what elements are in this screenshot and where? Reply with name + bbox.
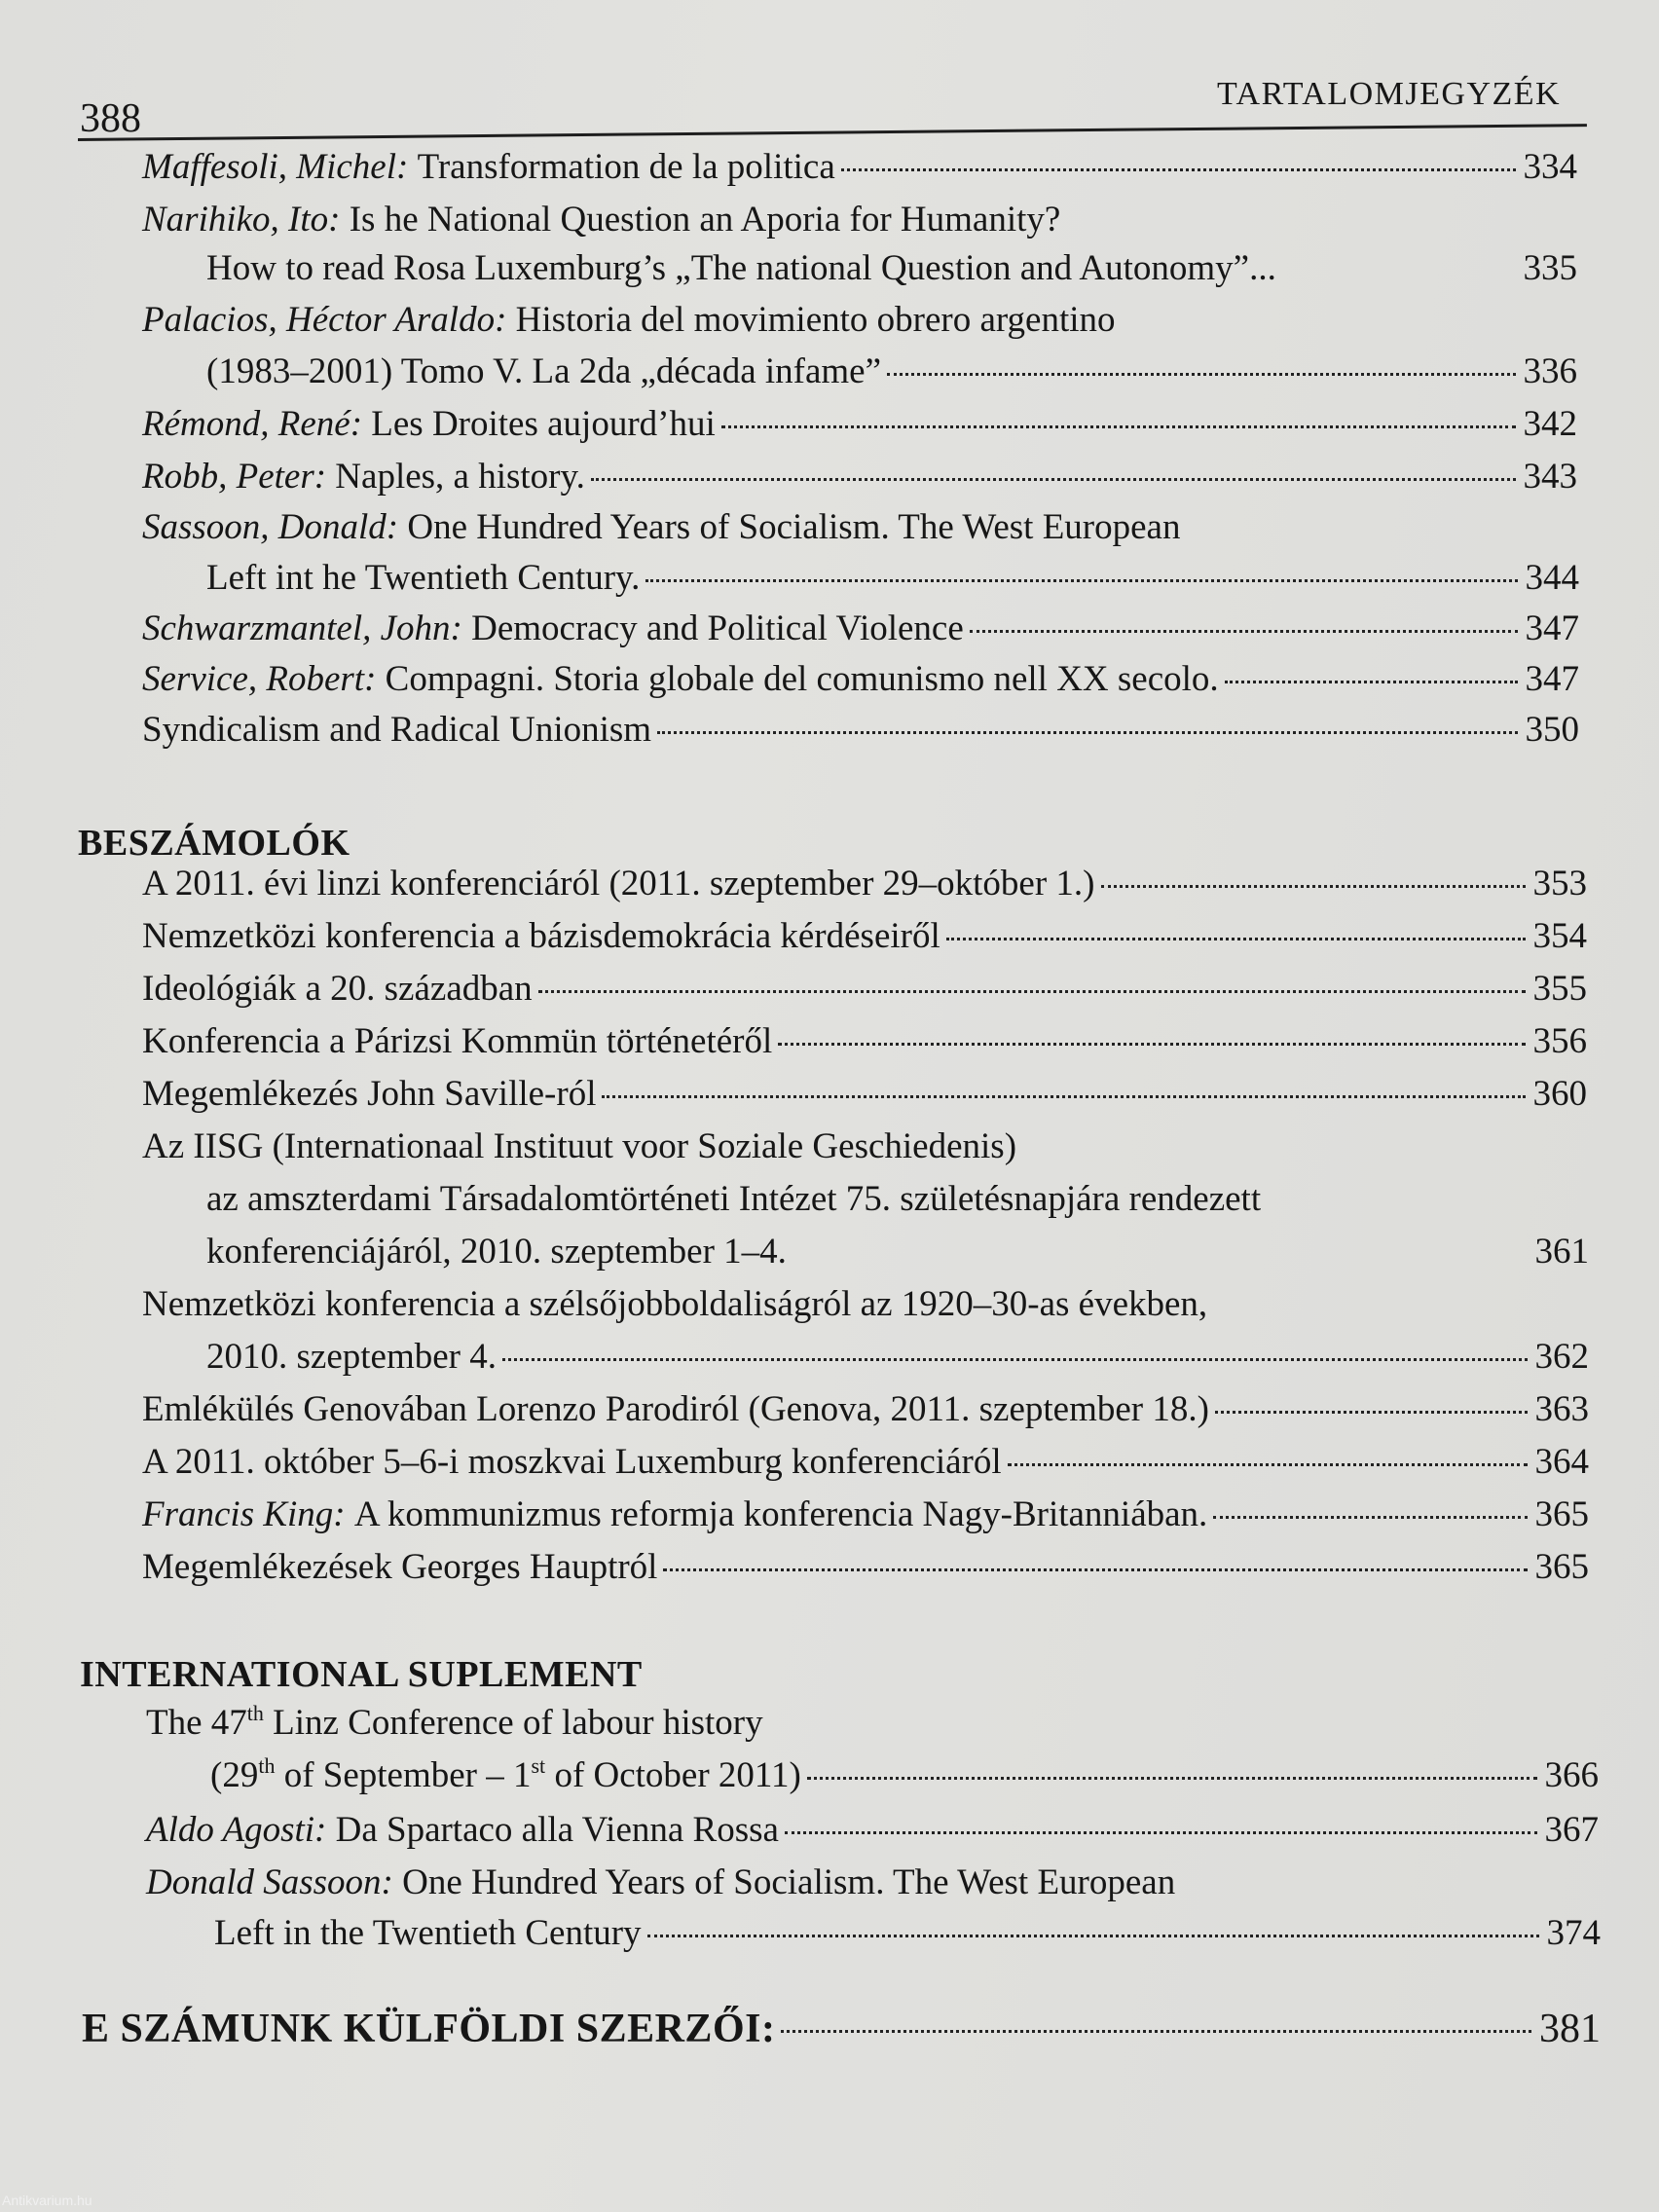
toc-entry[interactable]: Az IISG (Internationaal Instituut voor Soziale Geschiedenis) [142,1126,1017,1166]
toc-entry[interactable]: Nemzetközi konferencia a szélsőjobboldaliságról az 1920–30-as években, [142,1284,1208,1324]
page-ref: 347 [1525,608,1579,648]
page-number: 388 [80,96,141,141]
page-ref: 335 [1523,248,1577,288]
toc-entry[interactable]: Palacios, Héctor Araldo: Historia del movimiento obrero argentino [142,300,1116,340]
toc-entry-continuation[interactable]: Left in the Twentieth Century 374 [214,1913,1601,1953]
dot-leader [502,1358,1528,1361]
page-ref: 356 [1532,1021,1587,1061]
dot-leader [778,1043,1525,1046]
page-ref: 381 [1539,2007,1601,2051]
page-ref: 361 [1534,1232,1589,1272]
dot-leader [970,630,1518,633]
toc-entry[interactable]: Megemlékezések Georges Hauptról 365 [142,1547,1589,1587]
toc-entry[interactable]: Service, Robert: Compagni. Storia globale del comunismo nell XX secolo. 347 [142,659,1579,699]
dot-leader [1215,1411,1528,1414]
dot-leader [647,1935,1539,1937]
page-ref: 344 [1525,558,1579,598]
dot-leader [645,579,1517,582]
page-ref: 347 [1525,659,1579,699]
page-ref: 364 [1534,1442,1589,1482]
dot-leader [1213,1516,1527,1519]
dot-leader [887,373,1515,376]
dot-leader [663,1568,1527,1571]
page-ref: 355 [1532,969,1587,1009]
toc-entry[interactable]: Maffesoli, Michel: Transformation de la politica 334 [142,147,1577,187]
page-ref: 350 [1525,710,1579,750]
toc-entry[interactable]: The 47th Linz Conference of labour history [146,1701,763,1743]
dot-leader [721,425,1516,428]
running-title: TARTALOMJEGYZÉK [1217,76,1562,112]
toc-entry[interactable]: Nemzetközi konferencia a bázisdemokrácia kérdéseiről 354 [142,916,1587,956]
page-ref: 362 [1534,1337,1589,1377]
toc-entry[interactable]: Ideológiák a 20. században 355 [142,969,1587,1009]
toc-entry[interactable]: Aldo Agosti: Da Spartaco alla Vienna Rossa 367 [146,1810,1599,1850]
toc-entry-authors[interactable] [82,2006,1601,2052]
page-ref: 374 [1546,1913,1601,1953]
dot-leader [1225,681,1518,683]
toc-entry[interactable]: Konferencia a Párizsi Kommün történetéről 356 [142,1021,1587,1061]
dot-leader [538,990,1526,993]
page-ref: 365 [1534,1494,1589,1534]
page-ref: 354 [1532,916,1587,956]
dot-leader [946,938,1526,940]
section-heading-beszamolok: BESZÁMOLÓK [78,823,350,864]
section-heading-authors: E SZÁMUNK KÜLFÖLDI SZERZŐI: [82,2007,776,2051]
toc-entry[interactable]: Megemlékezés John Saville-ról 360 [142,1074,1587,1114]
page-ref: 353 [1532,864,1587,903]
page-ref: 334 [1523,147,1577,187]
dot-leader [785,1831,1537,1834]
toc-entry[interactable]: Narihiko, Ito: Is he National Question an Aporia for Humanity? [142,200,1061,240]
toc-entry[interactable]: Sassoon, Donald: One Hundred Years of Socialism. The West European [142,507,1181,547]
dot-leader [841,168,1516,171]
dot-leader [657,731,1517,734]
toc-entry-continuation[interactable]: konferenciájáról, 2010. szeptember 1–4. 361 [206,1232,1589,1272]
page-ref: 336 [1523,351,1577,391]
page-ref: 363 [1534,1389,1589,1429]
toc-entry[interactable]: Syndicalism and Radical Unionism 350 [142,710,1579,750]
toc-entry-continuation[interactable]: (1983–2001) Tomo V. La 2da „década infame” 336 [206,351,1577,391]
dot-leader [781,2030,1531,2033]
toc-entry-continuation[interactable]: 2010. szeptember 4. 362 [206,1337,1589,1377]
toc-entry-continuation[interactable]: az amszterdami Társadalomtörténeti Intézet 75. születésnapjára rendezett [206,1179,1262,1219]
page-ref: 365 [1534,1547,1589,1587]
page-ref: 367 [1544,1810,1599,1850]
page-ref: 342 [1523,404,1577,444]
section-heading-international: INTERNATIONAL SUPLEMENT [80,1654,643,1695]
toc-entry-continuation[interactable]: Left int he Twentieth Century. 344 [206,558,1579,598]
toc-entry[interactable]: Schwarzmantel, John: Democracy and Political Violence 347 [142,608,1579,648]
dot-leader [591,478,1516,481]
dot-leader [1008,1463,1528,1466]
toc-entry[interactable]: Emlékülés Genovában Lorenzo Parodiról (Genova, 2011. szeptember 18.) 363 [142,1389,1589,1429]
toc-entry[interactable]: Rémond, René: Les Droites aujourd’hui 342 [142,404,1577,444]
dot-leader [1101,885,1526,888]
toc-entry[interactable]: Robb, Peter: Naples, a history. 343 [142,457,1577,497]
toc-entry[interactable]: Donald Sassoon: One Hundred Years of Socialism. The West European [146,1862,1176,1902]
dot-leader [807,1777,1537,1780]
toc-entry[interactable]: A 2011. október 5–6-i moszkvai Luxemburg konferenciáról 364 [142,1442,1589,1482]
toc-entry[interactable]: Francis King: A kommunizmus reformja konferencia Nagy-Britanniában. 365 [142,1494,1589,1534]
toc-entry-continuation[interactable]: (29th of September – 1st of October 2011) 366 [210,1753,1599,1795]
page-ref: 360 [1532,1074,1587,1114]
toc-entry-continuation[interactable]: How to read Rosa Luxemburg’s „The national Question and Autonomy”... 335 [206,248,1577,288]
dot-leader [602,1095,1525,1098]
toc-entry[interactable]: A 2011. évi linzi konferenciáról (2011. szeptember 29–október 1.) 353 [142,864,1587,903]
page-ref: 366 [1544,1755,1599,1795]
watermark: Antikvarium.hu [2,2193,92,2208]
page-ref: 343 [1523,457,1577,497]
